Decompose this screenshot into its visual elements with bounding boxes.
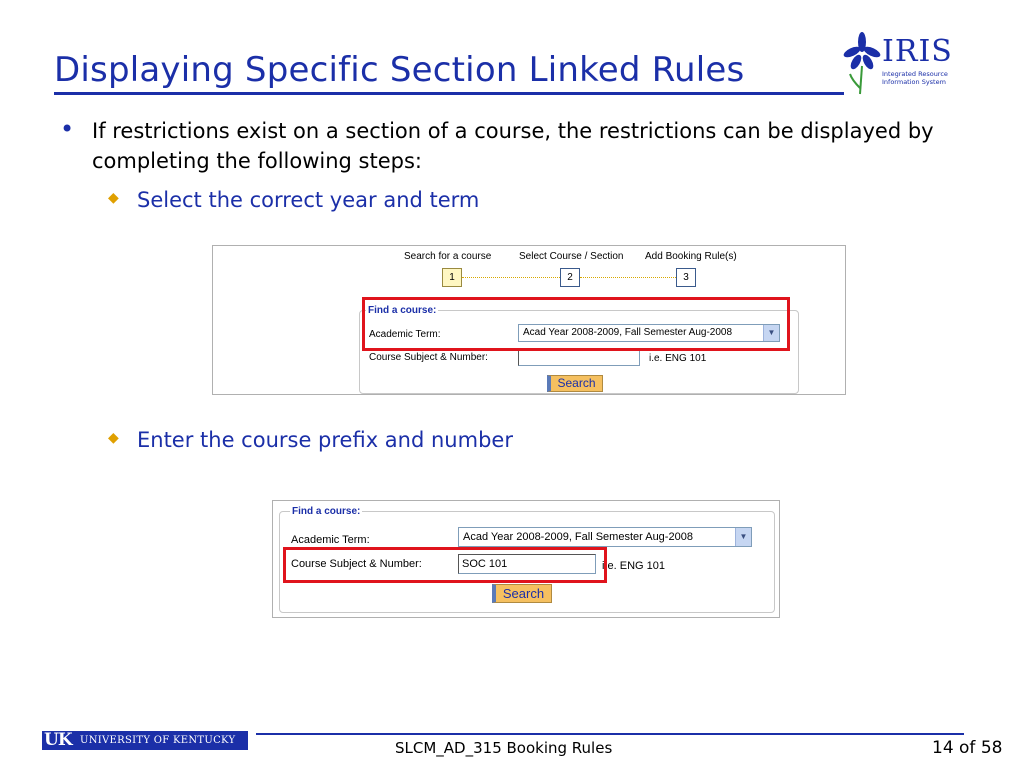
course-hint: i.e. ENG 101: [649, 353, 707, 364]
search-button[interactable]: Search: [492, 584, 552, 603]
search-button[interactable]: Search: [547, 375, 603, 392]
term-highlight-box: [362, 297, 790, 351]
logo-wordmark: IRIS: [882, 34, 953, 69]
academic-term-label: Academic Term:: [369, 329, 441, 340]
step-2-indicator[interactable]: 2: [560, 268, 580, 287]
iris-flower-icon: [842, 30, 884, 96]
uk-name: UNIVERSITY OF KENTUCKY: [80, 735, 236, 746]
sub-bullet-2: Enter the course prefix and number: [137, 428, 513, 452]
find-course-legend: Find a course:: [292, 506, 361, 517]
course-subject-label: Course Subject & Number:: [369, 352, 488, 363]
iris-logo: [842, 30, 952, 98]
course-subject-label: Course Subject & Number:: [291, 558, 422, 570]
sub-bullet-1: Select the correct year and term: [137, 188, 480, 212]
chevron-down-icon[interactable]: ▼: [735, 528, 751, 546]
slide-title: Displaying Specific Section Linked Rules: [54, 50, 745, 90]
diamond-bullet-icon: ◆: [108, 190, 119, 206]
screenshot-term-selection: [212, 245, 846, 395]
chevron-down-icon[interactable]: ▼: [763, 325, 779, 341]
logo-subtitle: [882, 70, 948, 86]
logo-subtitle-line-1: Integrated Resource: [882, 70, 948, 78]
academic-term-value: Acad Year 2008-2009, Fall Semester Aug-2008: [463, 531, 693, 543]
step-label-2: Select Course / Section: [519, 251, 624, 262]
footer-course-title: SLCM_AD_315 Booking Rules: [395, 739, 613, 757]
university-of-kentucky-logo: [42, 731, 248, 750]
course-hint: i.e. ENG 101: [602, 560, 665, 572]
page-number: 14 of 58: [932, 738, 1003, 758]
step-connector: [462, 277, 560, 278]
uk-mark: UK: [44, 731, 72, 750]
academic-term-select[interactable]: [458, 527, 752, 547]
course-subject-input[interactable]: SOC 101: [458, 554, 596, 574]
main-bullet-text: If restrictions exist on a section of a course, the restrictions can be displayed by completing the following steps:: [92, 119, 934, 173]
footer-rule: [256, 733, 964, 735]
step-connector: [580, 277, 676, 278]
academic-term-label: Academic Term:: [291, 534, 370, 546]
screenshot-course-entry: [272, 500, 780, 618]
course-highlight-box: [283, 547, 607, 583]
bullet-dot-icon: •: [60, 115, 75, 143]
step-1-indicator[interactable]: 1: [442, 268, 462, 287]
title-underline: [54, 92, 844, 95]
step-label-3: Add Booking Rule(s): [645, 251, 737, 262]
step-label-1: Search for a course: [404, 251, 492, 262]
step-3-indicator[interactable]: 3: [676, 268, 696, 287]
academic-term-value: Acad Year 2008-2009, Fall Semester Aug-2008: [523, 327, 733, 338]
find-course-legend: Find a course:: [368, 305, 437, 316]
logo-subtitle-line-2: Information System: [882, 78, 946, 86]
diamond-bullet-icon: ◆: [108, 430, 119, 446]
